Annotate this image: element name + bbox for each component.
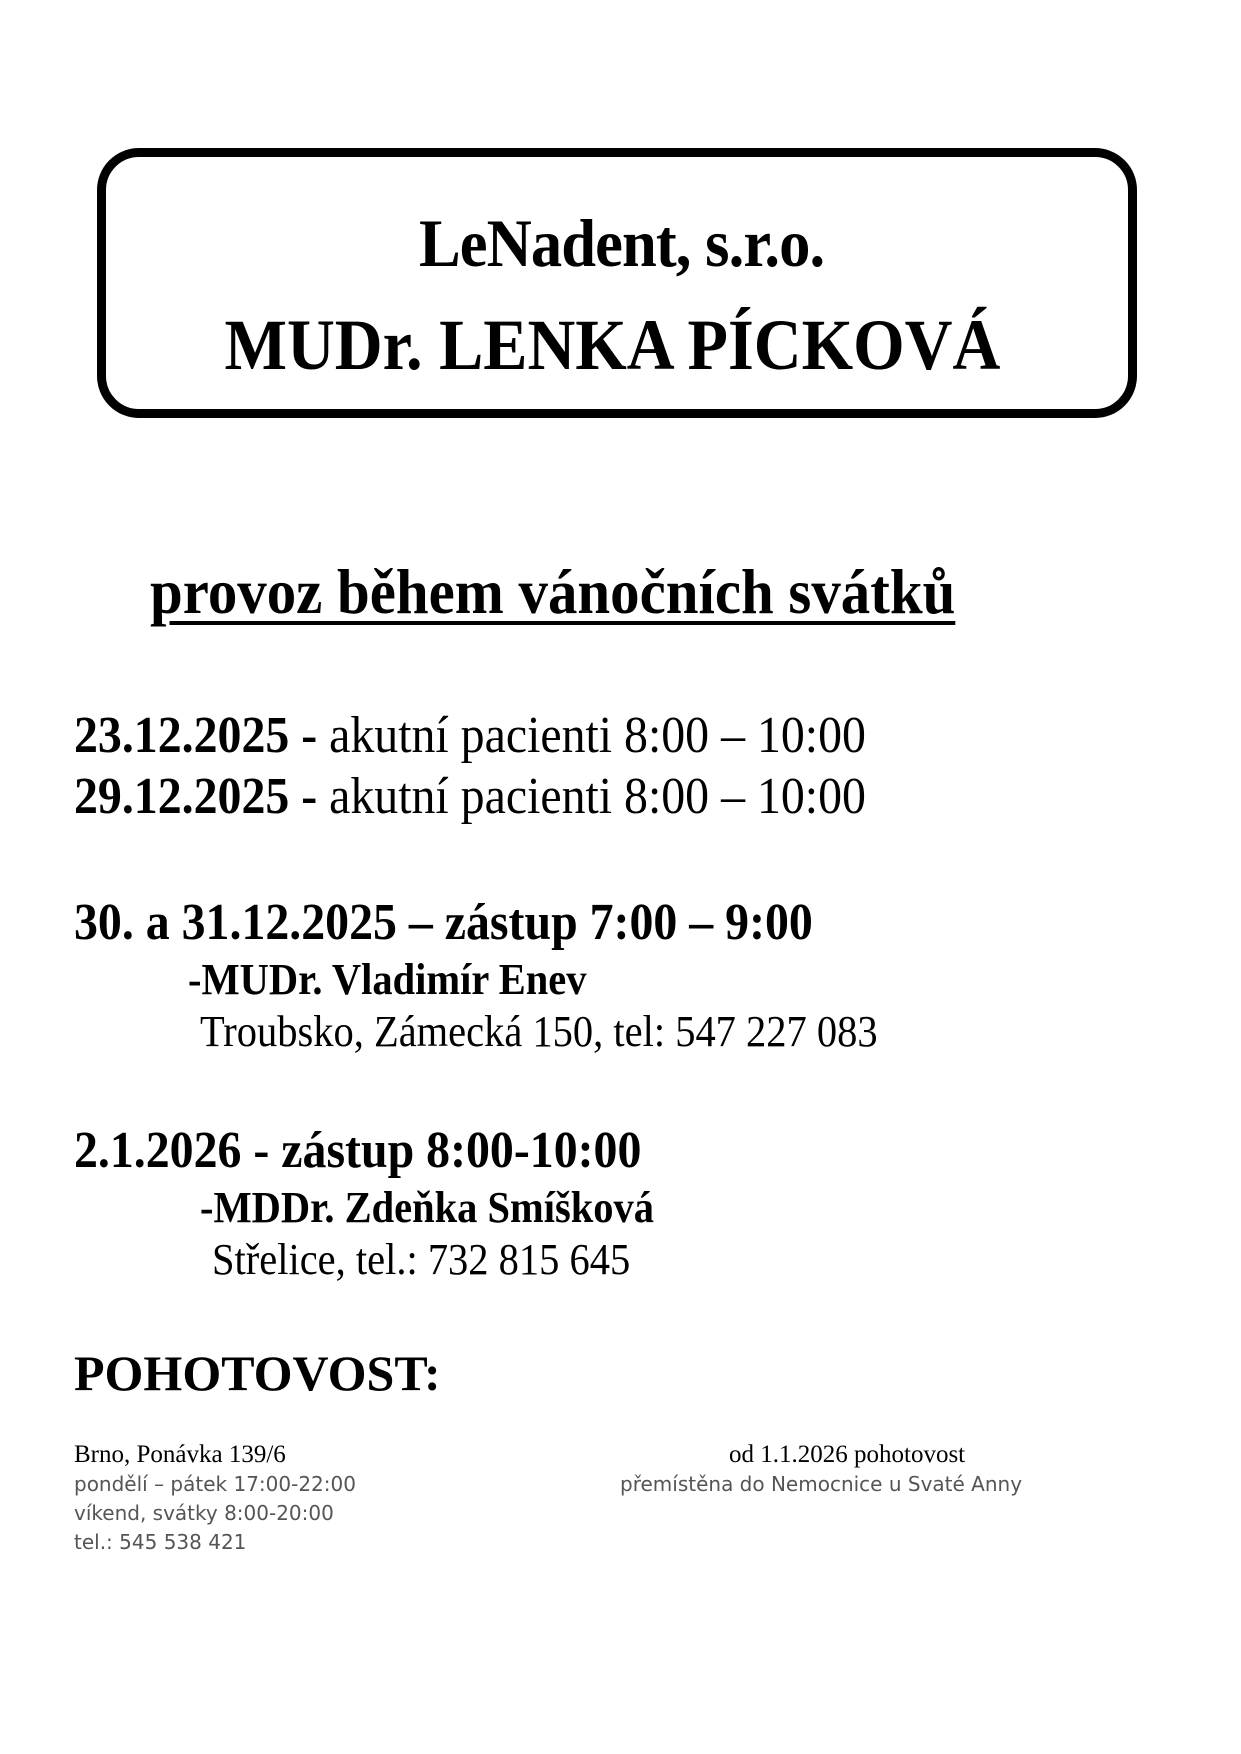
schedule-date: 23.12.2025 -	[74, 707, 318, 764]
schedule-date: 29.12.2025 -	[74, 768, 318, 825]
substitute-address: Troubsko, Zámecká 150, tel: 547 227 083	[200, 1007, 878, 1056]
emergency-notice-line2: přemístěna do Nemocnice u Svaté Anny	[620, 1472, 1023, 1496]
company-name: LeNadent, s.r.o.	[418, 205, 825, 281]
emergency-hours-weekend: víkend, svátky 8:00-20:00	[74, 1501, 334, 1525]
substitute-heading: 30. a 31.12.2025 – zástup 7:00 – 9:00	[74, 894, 813, 951]
doctor-name: MUDr. LENKA PÍCKOVÁ	[224, 305, 1001, 385]
substitute-doctor: -MDDr. Zdeňka Smíšková	[200, 1183, 654, 1232]
emergency-heading: POHOTOVOST:	[74, 1345, 441, 1401]
emergency-notice-line1: od 1.1.2026 pohotovost	[729, 1441, 966, 1468]
emergency-phone: tel.: 545 538 421	[74, 1530, 247, 1554]
schedule-row	[74, 707, 866, 764]
page-title: provoz během vánočních svátků	[150, 556, 956, 627]
schedule-row	[74, 768, 866, 825]
substitute-address: Střelice, tel.: 732 815 645	[212, 1235, 631, 1284]
emergency-hours-weekday: pondělí – pátek 17:00-22:00	[74, 1472, 356, 1496]
schedule-text: akutní pacienti 8:00 – 10:00	[317, 768, 866, 825]
header-box	[97, 148, 1137, 418]
schedule-text: akutní pacienti 8:00 – 10:00	[317, 707, 866, 764]
substitute-doctor: -MUDr. Vladimír Enev	[188, 955, 587, 1004]
emergency-address: Brno, Ponávka 139/6	[74, 1441, 286, 1468]
substitute-heading: 2.1.2026 - zástup 8:00-10:00	[74, 1122, 642, 1179]
